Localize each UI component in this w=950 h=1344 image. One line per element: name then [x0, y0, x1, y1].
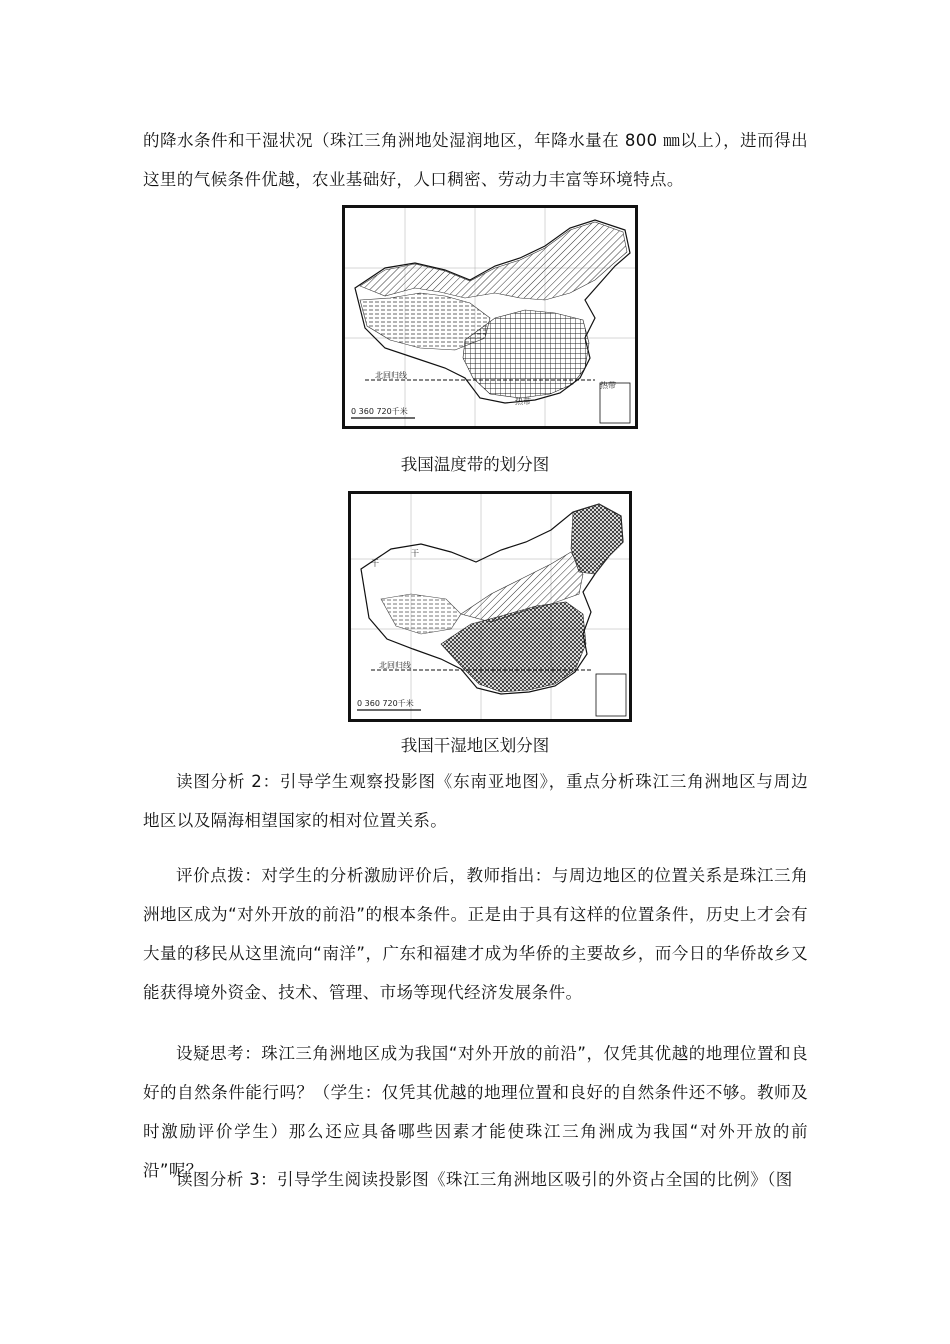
paragraph-evaluation: 评价点拨：对学生的分析激励评价后，教师指出：与周边地区的位置关系是珠江三角洲地区成为“对外开放的前沿”的根本条件。正是由于具有这样的位置条件，历史上才会有大量的移民从这里流向“南洋”，广东和福建才成为华侨的主要故乡，而今日的华侨故乡又能获得境外资金、技术、管理、市场等现代经济发展条件。 — [143, 866, 808, 1002]
tropic-label-2: 北回归线 — [379, 661, 411, 670]
arid-label-2: 干 — [411, 549, 419, 558]
temperature-map-caption: 我国温度带的划分图 — [400, 455, 550, 474]
dry-wet-region-map-graphic — [351, 494, 629, 719]
paragraph-read-analysis-3: 读图分析 3：引导学生阅读投影图《珠江三角洲地区吸引的外资占全国的比例》（图 — [176, 1170, 793, 1189]
temperature-zone-map-graphic — [345, 208, 635, 426]
temperature-zone-map — [342, 205, 638, 429]
dry-wet-map-caption: 我国干湿地区划分图 — [400, 736, 550, 755]
paragraph-question: 设疑思考：珠江三角洲地区成为我国“对外开放的前沿”，仅凭其优越的地理位置和良好的自然条件能行吗？（学生：仅凭其优越的地理位置和良好的自然条件还不够。教师及时激励评价学生）那么还应具备哪些因素才能使珠江三角洲成为我国“对外开放的前沿”呢？ — [143, 1044, 808, 1180]
tropical-zone-label-2: 热带 — [600, 381, 616, 390]
dry-wet-region-map — [348, 491, 632, 722]
map-scale-label-2: 0 360 720千米 — [357, 699, 414, 708]
arid-label: 干 — [371, 559, 379, 568]
map-scale-label: 0 360 720千米 — [351, 407, 408, 416]
paragraph-climate-conditions: 的降水条件和干湿状况（珠江三角洲地处湿润地区，年降水量在 800 ㎜以上），进而得出这里的气候条件优越，农业基础好，人口稠密、劳动力丰富等环境特点。 — [143, 131, 808, 189]
paragraph-read-analysis-2: 读图分析 2：引导学生观察投影图《东南亚地图》，重点分析珠江三角洲地区与周边地区以及隔海相望国家的相对位置关系。 — [143, 772, 808, 830]
tropical-zone-label: 热带 — [515, 397, 531, 406]
tropic-label: 北回归线 — [375, 371, 407, 380]
